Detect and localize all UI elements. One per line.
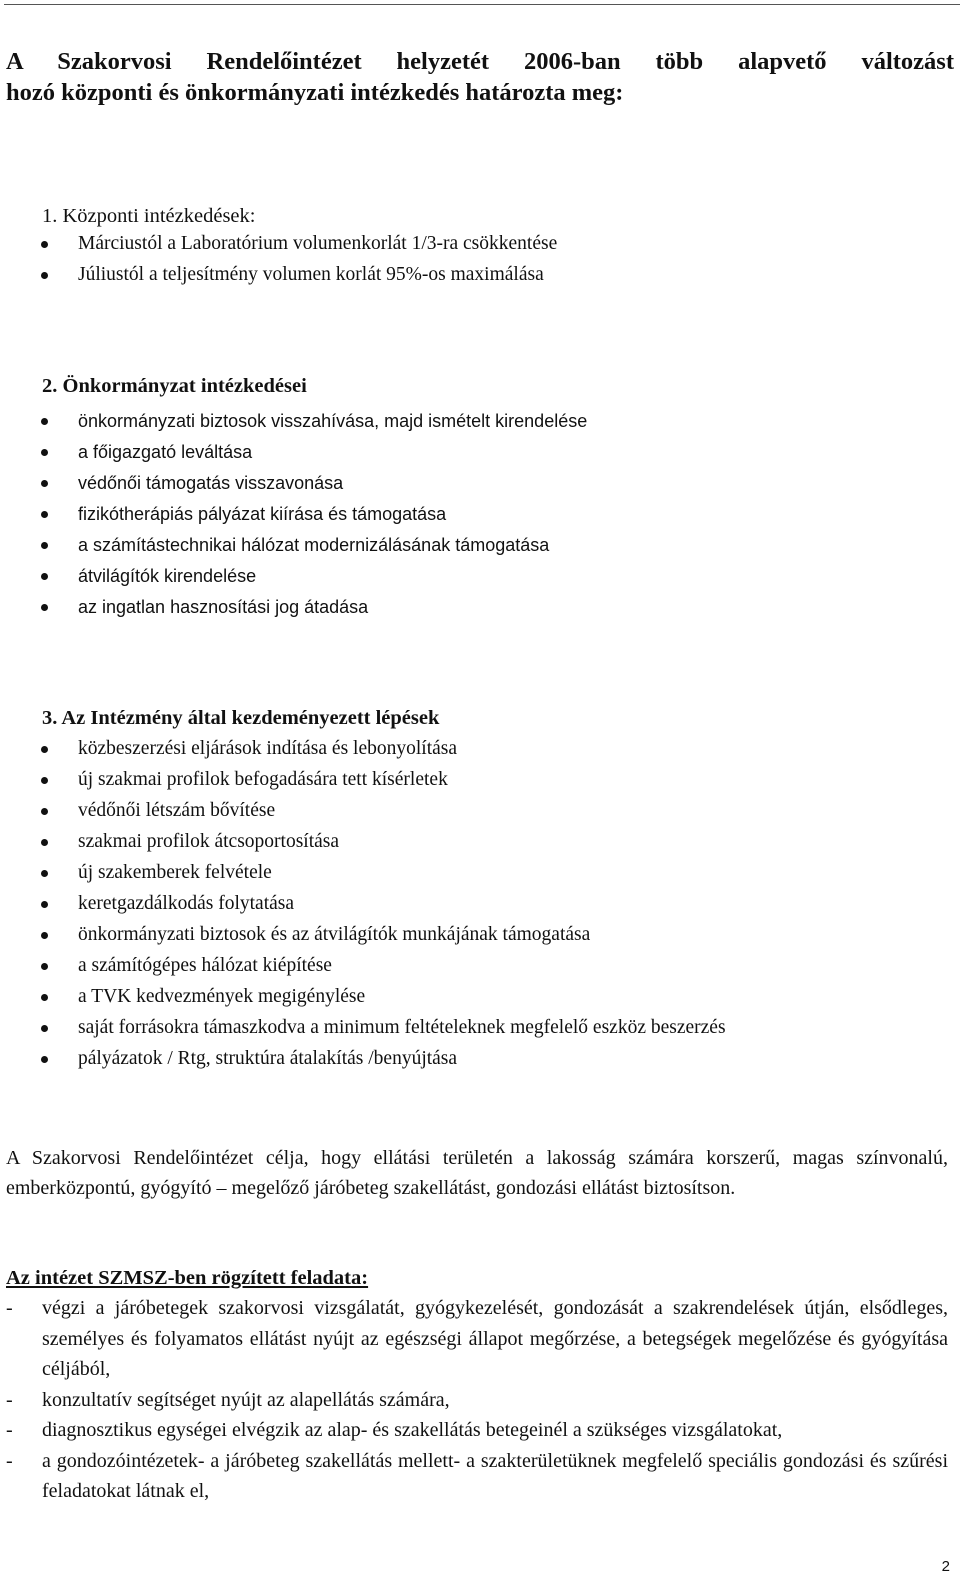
bullet-icon (41, 839, 48, 846)
dash-marker: - (6, 1449, 13, 1472)
bullet-icon (41, 418, 48, 425)
document-title (6, 46, 954, 108)
section-3-heading: 3. Az Intézmény által kezdeményezett lépések (42, 707, 440, 729)
list-item: - végzi a járóbetegek szakorvosi vizsgálatát, gyógykezelését, gondozását a szakrendelések útján, elsődleges, személyes és folyamatos ellátást nyújt az egészségi állapot megőrzése, a betegségek megelőzése és gyógyítása céljából, (6, 1293, 948, 1385)
title-line-2: hozó központi és önkormányzati intézkedés határozta meg: (6, 79, 624, 106)
bullet-icon (41, 777, 48, 784)
bullet-icon (41, 1025, 48, 1032)
bullet-icon (41, 241, 48, 248)
bullet-icon (41, 870, 48, 877)
bullet-icon (41, 901, 48, 908)
bullet-icon (41, 746, 48, 753)
bullet-icon (41, 272, 48, 279)
top-rule (4, 4, 960, 5)
list-item: - a gondozóintézetek- a járóbeteg szakellátás mellett- a szakterületüknek megfelelő speciális gondozási és szűrési feladatokat látnak el, (6, 1446, 948, 1507)
section-2-heading: 2. Önkormányzat intézkedései (42, 375, 307, 397)
title-line-1: A Szakorvosi Rendelőintézet helyzetét 2006-ban több alapvető változást (6, 48, 954, 75)
goal-paragraph: A Szakorvosi Rendelőintézet célja, hogy ellátási területén a lakosság számára korszerű, magas színvonalú, emberközpontú, gyógyító – megelőző járóbeteg szakellátást, gondozási ellátást biztosítson. (6, 1147, 948, 1199)
dash-marker: - (6, 1297, 13, 1319)
bullet-icon (41, 808, 48, 815)
bullet-icon (41, 449, 48, 456)
dash-marker: - (6, 1419, 13, 1441)
bullet-icon (41, 994, 48, 1001)
page-number: 2 (941, 1558, 950, 1575)
bullet-icon (41, 511, 48, 518)
section-1-heading: 1. Központi intézkedések: (42, 205, 256, 227)
bullet-icon (41, 604, 48, 611)
bullet-icon (41, 932, 48, 939)
list-item: - diagnosztikus egységei elvégzik az alap- és szakellátás betegeinél a szükséges vizsgálatokat, (6, 1415, 948, 1446)
list-item: - konzultatív segítséget nyújt az alapellátás számára, (6, 1385, 948, 1416)
bullet-icon (41, 1056, 48, 1063)
dash-marker: - (6, 1388, 13, 1411)
bullet-icon (41, 480, 48, 487)
bullet-icon (41, 573, 48, 580)
szmsz-task-list (6, 1293, 948, 1507)
bullet-icon (41, 542, 48, 549)
bullet-icon (41, 963, 48, 970)
szmsz-heading: Az intézet SZMSZ-ben rögzített feladata: (6, 1267, 369, 1289)
